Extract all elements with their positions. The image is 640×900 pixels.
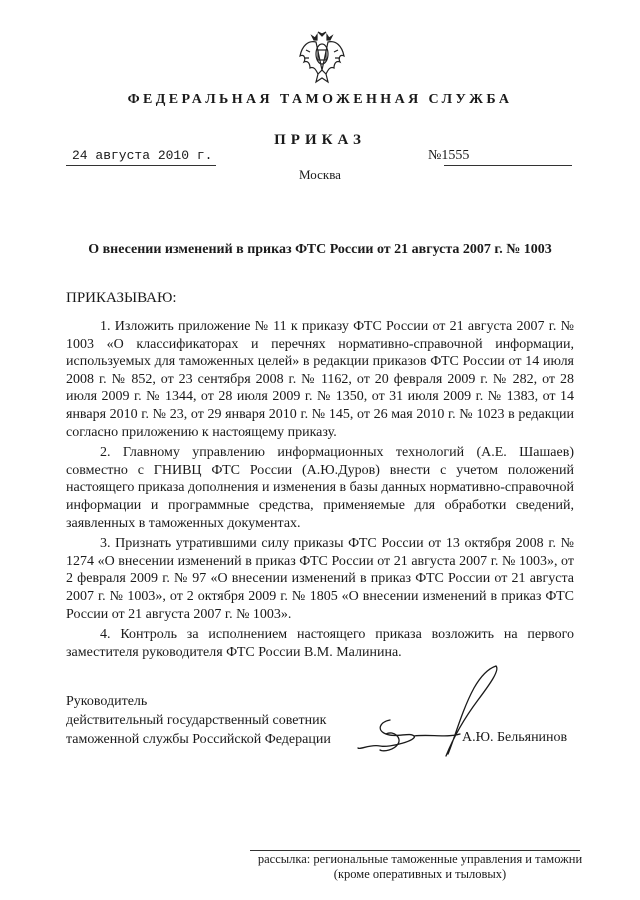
- distribution-line-2: (кроме оперативных и тыловых): [333, 867, 507, 881]
- number-underline: [444, 165, 572, 166]
- document-type: ПРИКАЗ: [274, 132, 366, 148]
- number-prefix: №: [428, 148, 442, 163]
- agency-title: ФЕДЕРАЛЬНАЯ ТАМОЖЕННАЯ СЛУЖБА: [127, 92, 513, 107]
- paragraph-3: 3. Признать утратившими силу приказы ФТС России от 13 октября 2008 г. № 1274 «О внесении изменений в приказ ФТС России от 21 августа 2007 г. № 1003», от 2 февраля 2009 г. № 97 «О внесении изменений в приказ ФТС России от 21 августа 2007 г. № 1003», от 2 октября 2009 г. № 1805 «О внесении изменений в приказ ФТС России от 21 августа 2007 г. № 1003».: [66, 536, 574, 622]
- order-subject: О внесении изменений в приказ ФТС России от 21 августа 2007 г. № 1003: [88, 242, 552, 257]
- number-value: 1555: [441, 148, 470, 163]
- city: Москва: [299, 167, 341, 182]
- preamble: ПРИКАЗЫВАЮ:: [66, 290, 177, 306]
- signatory-line-1: Руководитель: [66, 694, 148, 709]
- handwritten-signature: [350, 660, 510, 772]
- distribution-line-1: рассылка: региональные таможенные управления и таможни: [257, 852, 583, 866]
- paragraph-1: 1. Изложить приложение № 11 к приказу ФТС России от 21 августа 2007 г. № 1003 «О классификаторах и перечнях нормативно-справочной информации, используемых для таможенных целей» в редакции приказов ФТС России от 14 июля 2008 г. № 852, от 23 сентября 2008 г. № 1162, от 20 февраля 2009 г. № 282, от 28 июля 2009 г. № 1344, от 28 июля 2009 г. № 1350, от 31 июля 2009 г. № 1383, от 14 января 2010 г. № 23, от 29 января 2010 г. № 145, от 26 мая 2010 г. № 1023 в редакции согласно приложению к настоящему приказу.: [66, 319, 574, 440]
- distribution-list: [250, 852, 590, 882]
- order-number: [428, 148, 469, 164]
- date-underline: [66, 165, 216, 166]
- distribution-divider: [250, 850, 580, 851]
- signatory-name: А.Ю. Бельянинов: [462, 730, 568, 745]
- order-date: 24 августа 2010 г.: [72, 148, 213, 163]
- paragraph-4: 4. Контроль за исполнением настоящего приказа возложить на первого заместителя руководителя ФТС России В.М. Малинина.: [66, 627, 574, 660]
- paragraph-2: 2. Главному управлению информационных технологий (А.Е. Шашаев) совместно с ГНИВЦ ФТС России (А.Ю.Дуров) внести с учетом положений настоящего приказа дополнения и изменения в базы данных нормативно-справочной информации и программные средства, применяемые для обработки сведений, заявленных в таможенных документах.: [66, 445, 574, 531]
- signatory-title: [66, 692, 331, 749]
- russian-coat-of-arms-icon: [298, 30, 346, 86]
- signatory-line-2: действительный государственный советник: [66, 713, 327, 728]
- signatory-line-3: таможенной службы Российской Федерации: [66, 732, 331, 747]
- order-body: [66, 318, 574, 664]
